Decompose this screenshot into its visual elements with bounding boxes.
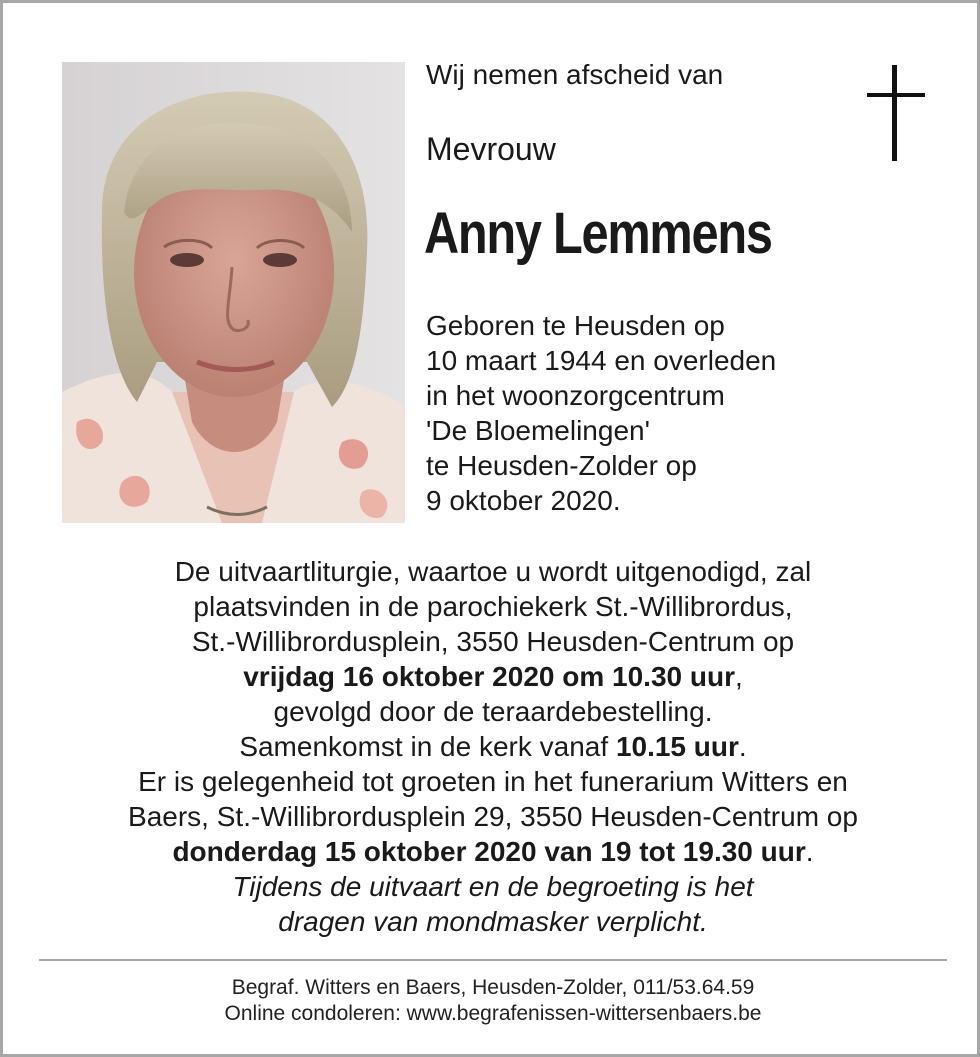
service-line: Er is gelegenheid tot groeten in het funerarium Witters en — [138, 766, 848, 797]
birth-line: 'De Bloemelingen' — [426, 415, 650, 446]
service-line: Samenkomst in de kerk vanaf 10.15 uur. — [239, 731, 747, 762]
online-condolence: Online condoleren: www.begrafenissen-wittersenbaers.be — [224, 1002, 762, 1025]
funeral-home-contact: Begraf. Witters en Baers, Heusden-Zolder, 011/53.64.59 — [231, 976, 755, 999]
birth-line: 10 maart 1944 en overleden — [426, 345, 777, 376]
birth-line: 9 oktober 2020. — [426, 485, 621, 516]
service-line: gevolgd door de teraardebestelling. — [273, 696, 713, 727]
birth-line: Geboren te Heusden op — [426, 310, 725, 341]
service-line: St.-Willibrordusplein, 3550 Heusden-Centrum op — [191, 626, 795, 657]
service-line: Baers, St.-Willibrordusplein 29, 3550 Heusden-Centrum op — [128, 801, 858, 832]
intro-text: Wij nemen afscheid van — [426, 59, 724, 90]
divider — [39, 959, 947, 961]
deceased-name: Anny Lemmens — [424, 201, 772, 266]
service-line: donderdag 15 oktober 2020 van 19 tot 19.30 uur. — [172, 836, 814, 867]
service-date: vrijdag 16 oktober 2020 om 10.30 uur — [243, 661, 735, 692]
salutation: Mevrouw — [426, 131, 556, 167]
portrait-photo — [62, 62, 405, 523]
service-line: De uitvaartliturgie, waartoe u wordt uitgenodigd, zal — [174, 556, 812, 587]
birth-line: te Heusden-Zolder op — [426, 450, 697, 481]
visitation-date: donderdag 15 oktober 2020 van 19 tot 19.30 uur — [172, 836, 806, 867]
cross-icon — [867, 65, 925, 161]
birth-line: in het woonzorgcentrum — [426, 380, 725, 411]
gathering-time: 10.15 uur — [615, 731, 739, 762]
footer — [43, 975, 943, 1027]
funeral-service-details — [43, 554, 943, 939]
service-line: plaatsvinden in de parochiekerk St.-Willibrordus, — [193, 591, 793, 622]
service-line: vrijdag 16 oktober 2020 om 10.30 uur, — [243, 661, 743, 692]
mask-notice: Tijdens de uitvaart en de begroeting is het — [232, 871, 754, 902]
mask-notice: dragen van mondmasker verplicht. — [278, 906, 708, 937]
birth-death-details — [426, 308, 776, 518]
